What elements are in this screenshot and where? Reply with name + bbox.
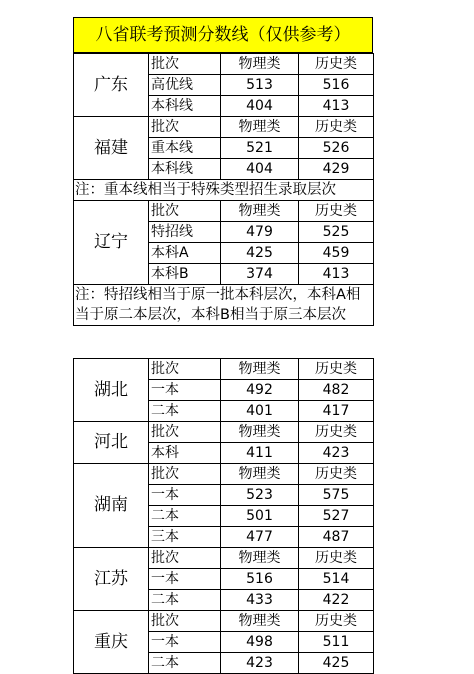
header-row xyxy=(74,611,374,632)
province-cell: 广东 xyxy=(74,54,149,117)
history-score: 525 xyxy=(299,222,374,243)
history-score: 516 xyxy=(299,75,374,96)
batch-cell: 本科A xyxy=(149,243,221,264)
history-score: 459 xyxy=(299,243,374,264)
history-header: 历史类 xyxy=(299,548,374,569)
batch-header: 批次 xyxy=(149,201,221,222)
batch-cell: 重本线 xyxy=(149,138,221,159)
history-header: 历史类 xyxy=(299,611,374,632)
score-table-bottom xyxy=(73,358,374,674)
history-score: 417 xyxy=(299,401,374,422)
history-header: 历史类 xyxy=(299,359,374,380)
batch-header: 批次 xyxy=(149,54,221,75)
physics-score: 401 xyxy=(221,401,299,422)
batch-cell: 二本 xyxy=(149,401,221,422)
history-score: 575 xyxy=(299,485,374,506)
physics-score: 479 xyxy=(221,222,299,243)
physics-score: 523 xyxy=(221,485,299,506)
physics-header: 物理类 xyxy=(221,548,299,569)
batch-header: 批次 xyxy=(149,611,221,632)
header-row xyxy=(74,359,374,380)
history-score: 511 xyxy=(299,632,374,653)
physics-score: 411 xyxy=(221,443,299,464)
physics-score: 501 xyxy=(221,506,299,527)
header-row xyxy=(74,548,374,569)
batch-header: 批次 xyxy=(149,117,221,138)
history-score: 526 xyxy=(299,138,374,159)
physics-header: 物理类 xyxy=(221,611,299,632)
batch-cell: 二本 xyxy=(149,506,221,527)
history-score: 422 xyxy=(299,590,374,611)
physics-score: 433 xyxy=(221,590,299,611)
batch-header: 批次 xyxy=(149,464,221,485)
header-row xyxy=(74,201,374,222)
header-row xyxy=(74,422,374,443)
batch-header: 批次 xyxy=(149,548,221,569)
note-text: 注：重本线相当于特殊类型招生录取层次 xyxy=(74,180,374,201)
physics-score: 425 xyxy=(221,243,299,264)
batch-cell: 一本 xyxy=(149,485,221,506)
physics-score: 521 xyxy=(221,138,299,159)
province-cell: 湖南 xyxy=(74,464,149,548)
history-score: 423 xyxy=(299,443,374,464)
province-cell: 辽宁 xyxy=(74,201,149,285)
batch-cell: 本科线 xyxy=(149,159,221,180)
batch-header: 批次 xyxy=(149,422,221,443)
note-row xyxy=(74,180,374,201)
page-title: 八省联考预测分数线（仅供参考） xyxy=(73,17,373,53)
header-row xyxy=(74,54,374,75)
batch-cell: 高优线 xyxy=(149,75,221,96)
history-score: 514 xyxy=(299,569,374,590)
province-cell: 福建 xyxy=(74,117,149,180)
history-score: 413 xyxy=(299,264,374,285)
note-row xyxy=(74,285,374,326)
note-text: 注：特招线相当于原一批本科层次，本科A相当于原二本层次，本科B相当于原三本层次 xyxy=(74,285,374,326)
header-row xyxy=(74,464,374,485)
physics-header: 物理类 xyxy=(221,464,299,485)
physics-score: 492 xyxy=(221,380,299,401)
batch-cell: 三本 xyxy=(149,527,221,548)
physics-score: 516 xyxy=(221,569,299,590)
batch-cell: 一本 xyxy=(149,380,221,401)
history-score: 413 xyxy=(299,96,374,117)
physics-header: 物理类 xyxy=(221,201,299,222)
history-score: 429 xyxy=(299,159,374,180)
history-score: 482 xyxy=(299,380,374,401)
history-header: 历史类 xyxy=(299,54,374,75)
province-cell: 重庆 xyxy=(74,611,149,674)
history-score: 527 xyxy=(299,506,374,527)
physics-header: 物理类 xyxy=(221,422,299,443)
history-header: 历史类 xyxy=(299,201,374,222)
physics-header: 物理类 xyxy=(221,359,299,380)
province-cell: 湖北 xyxy=(74,359,149,422)
history-score: 425 xyxy=(299,653,374,674)
physics-score: 477 xyxy=(221,527,299,548)
batch-cell: 特招线 xyxy=(149,222,221,243)
physics-score: 404 xyxy=(221,96,299,117)
score-table-top xyxy=(73,53,374,326)
batch-cell: 二本 xyxy=(149,590,221,611)
physics-score: 498 xyxy=(221,632,299,653)
physics-score: 404 xyxy=(221,159,299,180)
batch-header: 批次 xyxy=(149,359,221,380)
province-cell: 江苏 xyxy=(74,548,149,611)
physics-score: 374 xyxy=(221,264,299,285)
batch-cell: 二本 xyxy=(149,653,221,674)
batch-cell: 一本 xyxy=(149,569,221,590)
header-row xyxy=(74,117,374,138)
physics-score: 513 xyxy=(221,75,299,96)
history-header: 历史类 xyxy=(299,422,374,443)
batch-cell: 本科B xyxy=(149,264,221,285)
batch-cell: 一本 xyxy=(149,632,221,653)
province-cell: 河北 xyxy=(74,422,149,464)
physics-score: 423 xyxy=(221,653,299,674)
history-header: 历史类 xyxy=(299,464,374,485)
batch-cell: 本科线 xyxy=(149,96,221,117)
history-score: 487 xyxy=(299,527,374,548)
physics-header: 物理类 xyxy=(221,54,299,75)
history-header: 历史类 xyxy=(299,117,374,138)
batch-cell: 本科 xyxy=(149,443,221,464)
physics-header: 物理类 xyxy=(221,117,299,138)
